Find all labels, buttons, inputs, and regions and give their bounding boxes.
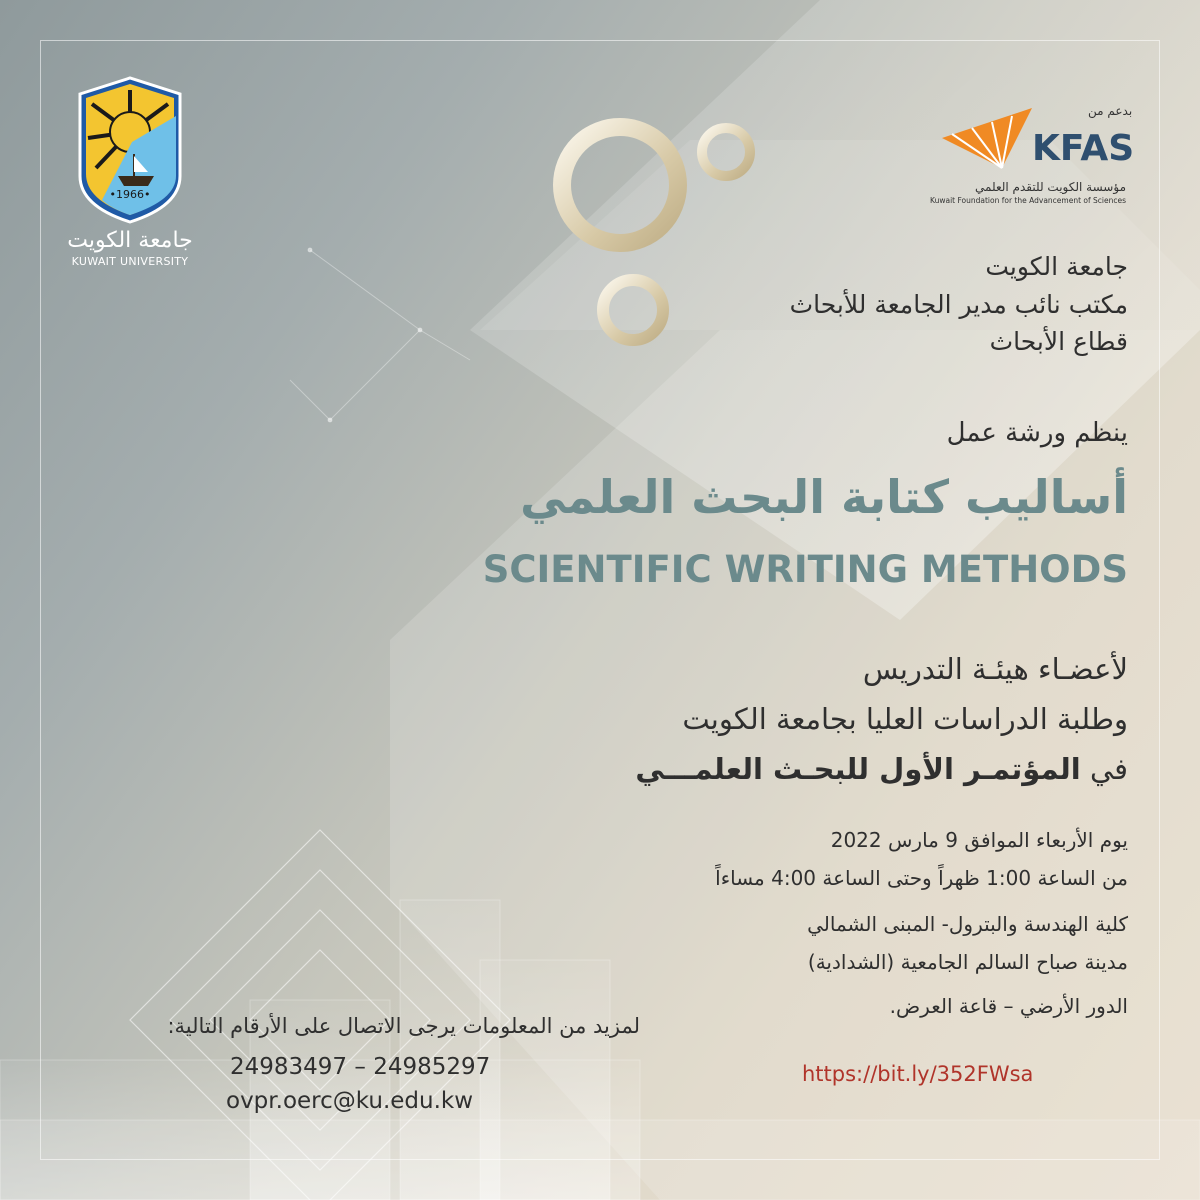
- contact-label: لمزيد من المعلومات يرجى الاتصال على الأرقام التالية:: [167, 1014, 640, 1038]
- location-line-3: الدور الأرضي – قاعة العرض.: [889, 994, 1128, 1018]
- kfas-acronym: KFAS: [1032, 128, 1135, 169]
- ku-name-arabic: جامعة الكويت: [67, 228, 193, 253]
- location-line-2: مدينة صباح السالم الجامعية (الشدادية): [807, 950, 1128, 974]
- title-english: SCIENTIFIC WRITING METHODS: [482, 548, 1128, 591]
- registration-link[interactable]: https://bit.ly/352FWsa: [802, 1062, 1034, 1086]
- event-time: من الساعة 1:00 ظهراً وحتى الساعة 4:00 مساءاً: [715, 866, 1128, 890]
- ku-crest-icon: [72, 76, 188, 224]
- svg-text:•1966•: •1966•: [109, 188, 151, 201]
- audience-line-1: لأعضـاء هيئـة التدريس: [862, 652, 1128, 686]
- organizer-line-1: جامعة الكويت: [985, 252, 1128, 281]
- audience-prefix: في: [1089, 752, 1128, 786]
- audience-line-3: [635, 752, 1128, 786]
- contact-email[interactable]: ovpr.oerc@ku.edu.kw: [226, 1088, 474, 1114]
- kfas-supported-by: بدعم من: [1088, 104, 1133, 118]
- kfas-wing-icon: [942, 108, 1032, 176]
- contact-phones: 24983497 – 24985297: [230, 1054, 491, 1080]
- ku-name-english: KUWAIT UNIVERSITY: [71, 255, 189, 268]
- organizer-line-2: مكتب نائب مدير الجامعة للأبحاث: [789, 290, 1128, 319]
- conference-name: المؤتمـر الأول للبحـث العلمـــي: [635, 752, 1081, 786]
- workshop-intro: ينظم ورشة عمل: [946, 418, 1128, 448]
- kfas-name-english: Kuwait Foundation for the Advancement of Sciences: [930, 196, 1126, 205]
- location-line-1: كلية الهندسة والبترول- المبنى الشمالي: [807, 912, 1128, 936]
- organizer-line-3: قطاع الأبحاث: [989, 327, 1128, 356]
- kfas-name-arabic: مؤسسة الكويت للتقدم العلمي: [975, 180, 1126, 194]
- event-date: يوم الأربعاء الموافق 9 مارس 2022: [830, 828, 1128, 852]
- border-frame: [40, 40, 1160, 1160]
- audience-line-2: وطلبة الدراسات العليا بجامعة الكويت: [682, 702, 1128, 736]
- title-arabic: أساليب كتابة البحث العلمي: [520, 470, 1128, 524]
